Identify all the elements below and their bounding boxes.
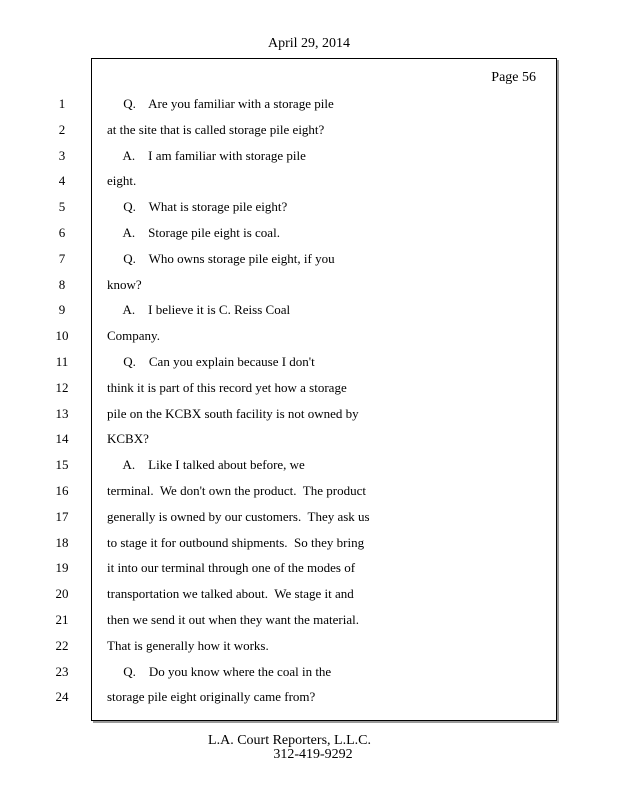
line-number: 13 [55, 405, 69, 421]
transcript-line: at the site that is called storage pile eight? [107, 121, 325, 137]
transcript-line: Q. Who owns storage pile eight, if you [107, 250, 335, 266]
transcript-line: eight. [107, 173, 137, 189]
transcript-line: Q. Can you explain because I don't [107, 353, 315, 369]
transcript-line: A. Like I talked about before, we [107, 457, 305, 473]
transcript-line: Q. Do you know where the coal in the [107, 663, 332, 679]
line-number: 21 [55, 611, 69, 627]
line-number: 5 [58, 199, 66, 215]
transcript-line: it into our terminal through one of the modes of [107, 560, 356, 576]
transcript-line: think it is part of this record yet how a storage [107, 379, 347, 395]
line-number: 12 [55, 379, 69, 395]
line-number: 18 [55, 534, 69, 550]
transcript-date: April 29, 2014 [267, 36, 351, 51]
transcript-line: transportation we talked about. We stage it and [107, 586, 354, 602]
line-number-column [40, 91, 84, 710]
transcript-line: KCBX? [107, 431, 149, 447]
line-number: 11 [55, 353, 69, 369]
line-number: 8 [58, 276, 66, 292]
line-number: 19 [55, 560, 69, 576]
transcript-line: pile on the KCBX south facility is not owned by [107, 405, 359, 421]
line-number: 17 [55, 508, 69, 524]
line-number: 22 [55, 637, 69, 653]
transcript-line: storage pile eight originally came from? [107, 689, 316, 705]
line-number: 7 [58, 250, 66, 266]
line-number: 9 [58, 302, 66, 318]
page-number: Page 56 [491, 70, 536, 85]
line-number: 2 [58, 121, 66, 137]
transcript-line: Q. What is storage pile eight? [107, 199, 288, 215]
line-number: 14 [55, 431, 69, 447]
transcript-line: A. Storage pile eight is coal. [107, 224, 280, 240]
line-number: 16 [55, 482, 69, 498]
transcript-line: A. I am familiar with storage pile [107, 147, 306, 163]
transcript-line: terminal. We don't own the product. The product [107, 482, 366, 498]
transcript-line: Q. Are you familiar with a storage pile [107, 96, 334, 111]
transcript-line: That is generally how it works. [107, 637, 269, 653]
line-number: 4 [58, 173, 66, 189]
transcript-line: Company. [107, 328, 160, 344]
line-number: 1 [58, 96, 66, 111]
line-number: 10 [55, 328, 69, 344]
transcript-line: to stage it for outbound shipments. So they bring [107, 534, 365, 550]
transcript-line: A. I believe it is C. Reiss Coal [107, 302, 291, 318]
line-number: 6 [58, 224, 66, 240]
transcript-line: generally is owned by our customers. They ask us [107, 508, 370, 524]
line-number: 15 [55, 457, 69, 473]
line-number: 20 [55, 586, 69, 602]
line-number: 3 [58, 147, 66, 163]
line-number: 23 [55, 663, 69, 679]
line-number: 24 [55, 689, 69, 705]
transcript-text [107, 91, 547, 710]
court-reporter-phone: 312-419-9292 [273, 747, 353, 762]
transcript-line: then we send it out when they want the material. [107, 611, 359, 627]
court-reporter-firm: L.A. Court Reporters, L.L.C. [208, 733, 371, 748]
transcript-line: know? [107, 276, 142, 292]
